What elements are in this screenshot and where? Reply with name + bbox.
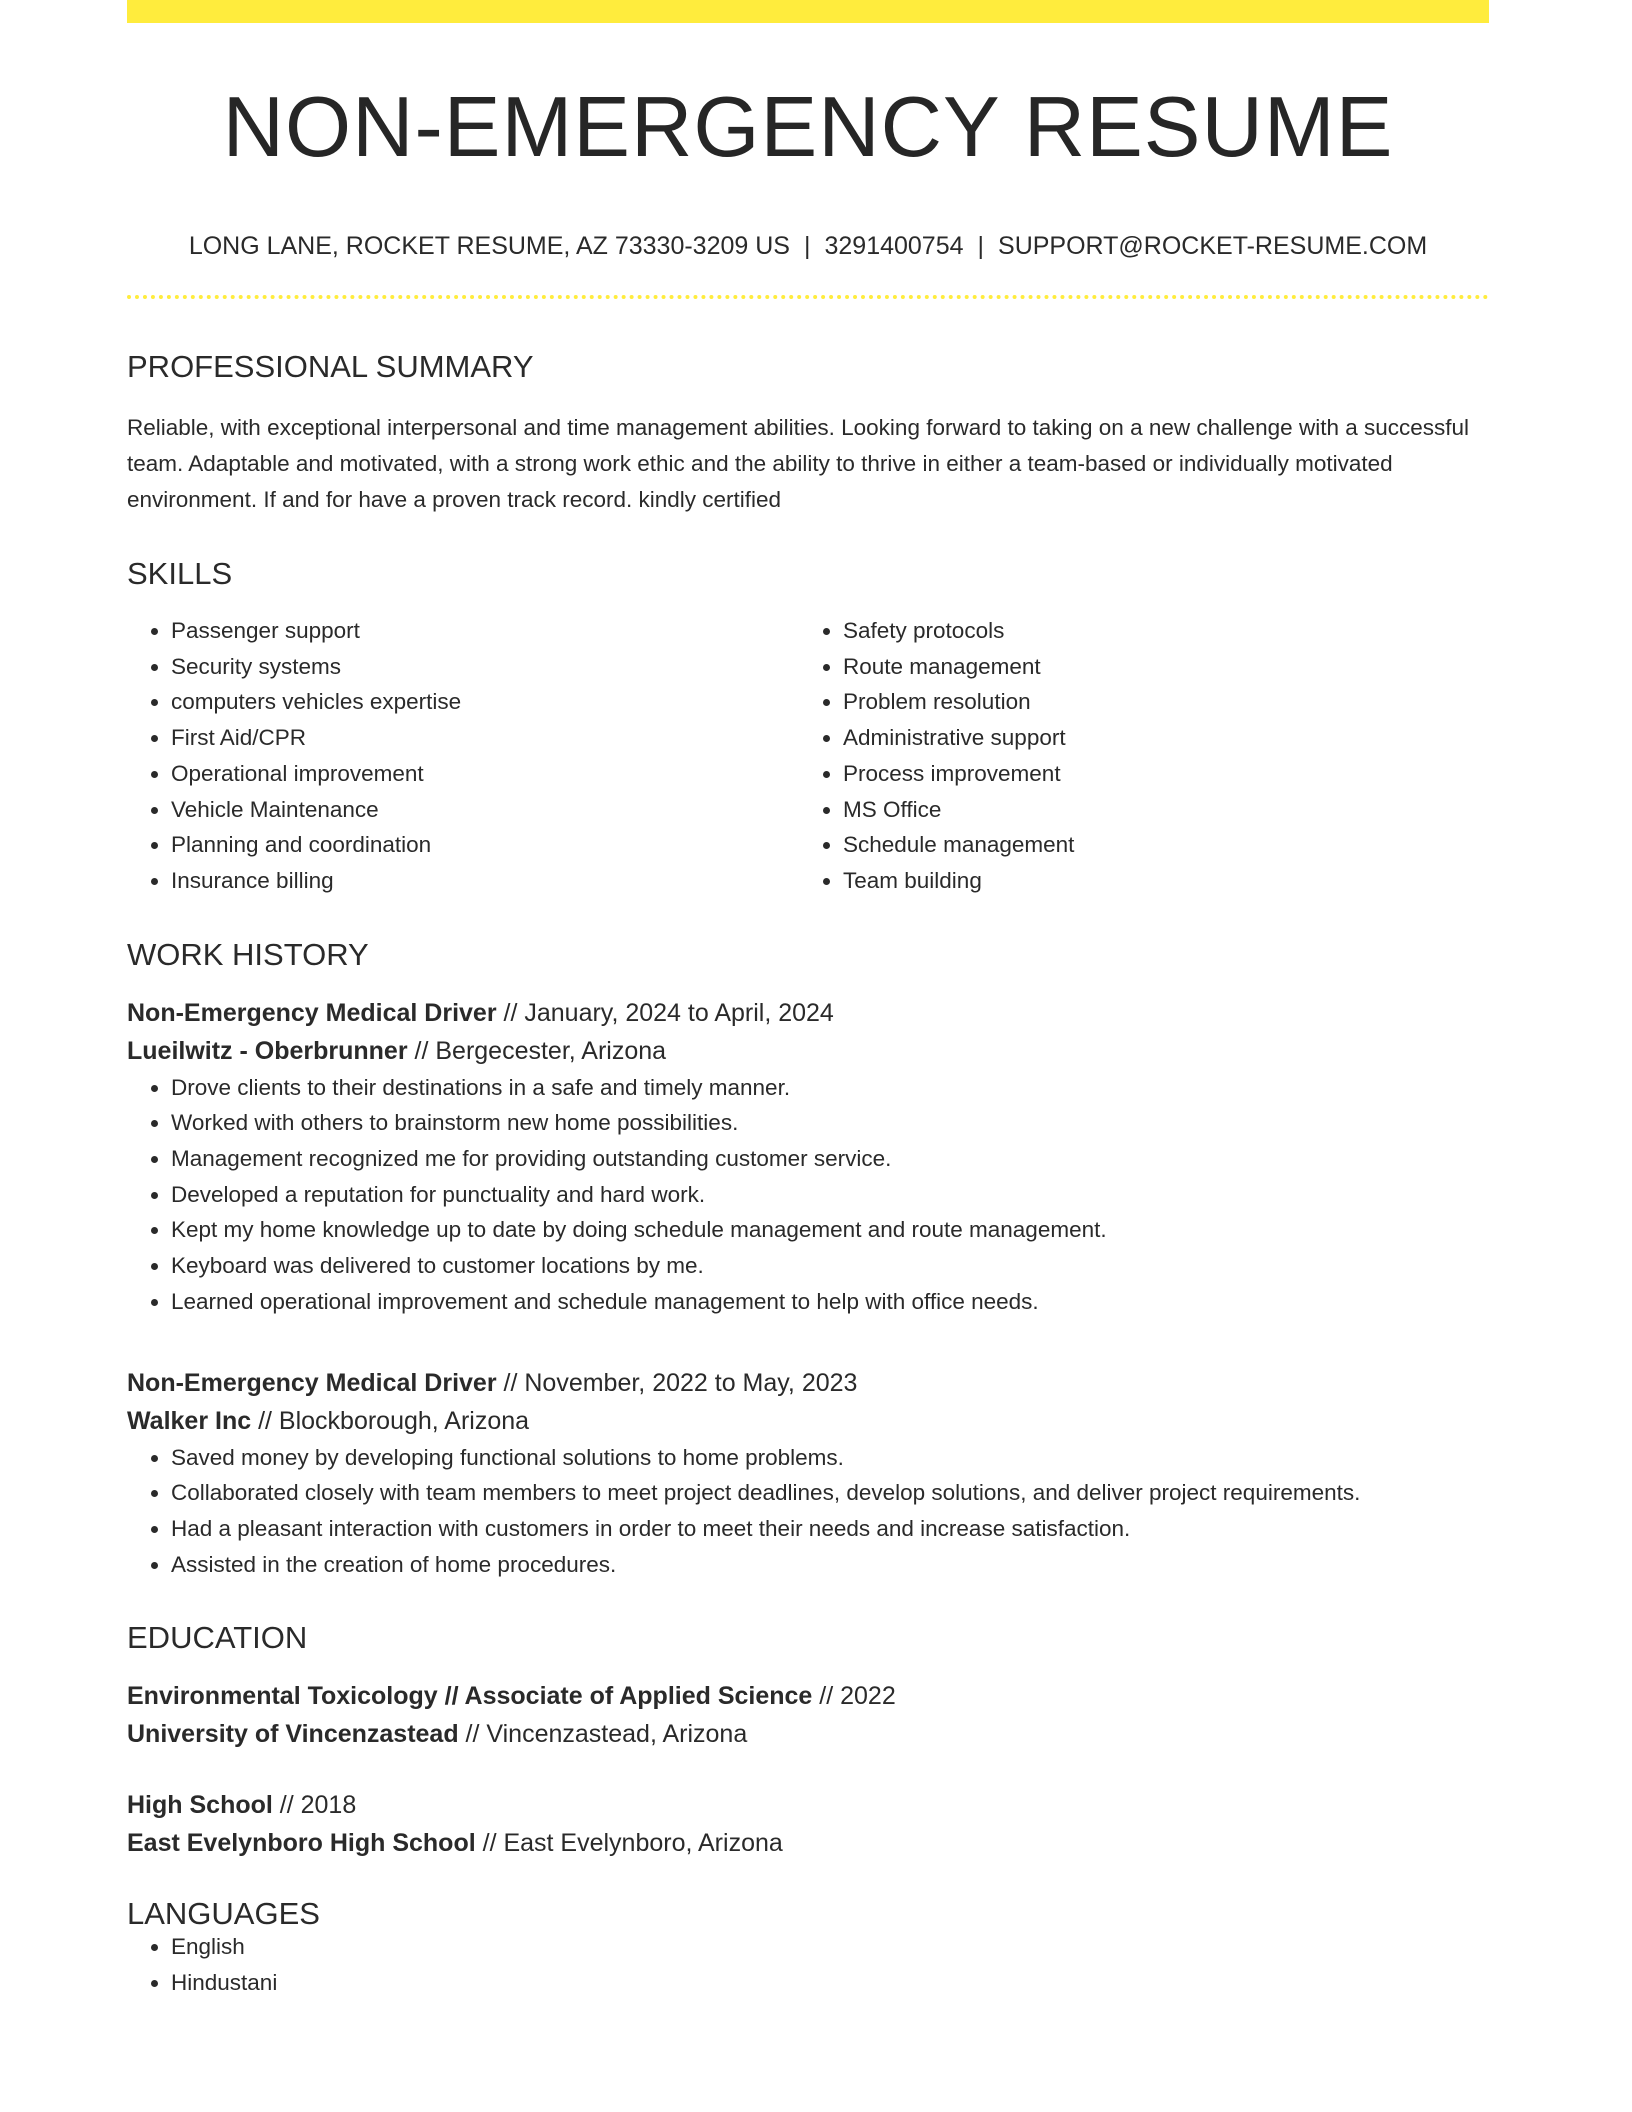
skill-item: • First Aid/CPR [171,720,799,756]
contact-phone: 3291400754 [824,232,964,260]
education-entry [127,1677,1489,1753]
education-degree: High School [127,1791,273,1820]
education-location: // East Evelynboro, Arizona [475,1829,783,1858]
job-title-line [127,994,1489,1032]
skill-item: • computers vehicles expertise [171,684,799,720]
work-history-heading: WORK HISTORY [127,936,369,972]
education-year: // 2018 [272,1791,357,1820]
skills-right-column [799,613,1471,899]
job-bullet: • Collaborated closely with team members to meet project deadlines, develop solutions, and deliver project requirements. [171,1475,1489,1511]
education-year: // 2022 [812,1682,896,1711]
job-bullet: • Had a pleasant interaction with customers in order to meet their needs and increase satisfaction. [171,1511,1489,1547]
job-bullet: • Saved money by developing functional solutions to home problems. [171,1440,1489,1476]
job-bullet: • Keyboard was delivered to customer locations by me. [171,1248,1489,1284]
job-bullet: • Worked with others to brainstorm new home possibilities. [171,1105,1489,1141]
job-bullet: • Kept my home knowledge up to date by doing schedule management and route management. [171,1212,1489,1248]
language-item: • Hindustani [171,1965,1489,2001]
resume-name: NON-EMERGENCY RESUME [222,80,1394,175]
resume-page [127,0,1489,2001]
contact-address: LONG LANE, ROCKET RESUME, AZ 73330-3209 US [188,232,790,260]
job-bullets [127,1440,1489,1583]
job-dates: // January, 2024 to April, 2024 [496,998,834,1027]
skill-item: • Insurance billing [171,863,799,899]
job-bullet: • Drove clients to their destinations in a safe and timely manner. [171,1070,1489,1106]
education-heading: EDUCATION [127,1620,308,1656]
languages-list [127,1929,1489,2000]
skill-item: • Process improvement [843,756,1471,792]
education-entry [127,1786,1489,1862]
summary-heading: PROFESSIONAL SUMMARY [127,349,534,384]
skill-item: • Administrative support [843,720,1471,756]
contact-line [127,234,1489,259]
job-entry [127,1364,1489,1583]
skills-heading: SKILLS [127,556,233,591]
education-school-line [127,1824,1489,1862]
education-degree-line [127,1786,1489,1824]
job-dates: // November, 2022 to May, 2023 [496,1368,858,1397]
top-accent-bar [127,0,1489,23]
education-degree: Environmental Toxicology // Associate of Applied Science [127,1682,813,1711]
job-company: Lueilwitz - Oberbrunner [127,1036,408,1065]
job-entry [127,994,1489,1320]
skill-item: • Schedule management [843,827,1471,863]
summary-text: Reliable, with exceptional interpersonal and time management abilities. Looking forward to taking on a new challenge with a successful team. Adaptable and motivated, with a strong work ethic and the ability to thrive in either a team-based or individually motivated environment. If and for have a proven track record. kindly certified [127,415,1470,512]
job-bullets [127,1070,1489,1320]
language-item: • English [171,1929,1489,1965]
job-role: Non-Emergency Medical Driver [127,1368,497,1397]
contact-separator: | [803,232,811,260]
job-bullet: • Learned operational improvement and schedule management to help with office needs. [171,1284,1489,1320]
dotted-divider [127,295,1489,299]
contact-separator: | [977,232,985,260]
job-bullet: • Assisted in the creation of home procedures. [171,1547,1489,1583]
job-company-line [127,1402,1489,1440]
job-role: Non-Emergency Medical Driver [127,998,497,1027]
job-location: // Blockborough, Arizona [251,1406,530,1435]
education-school: University of Vincenzastead [127,1720,459,1749]
job-bullet: • Developed a reputation for punctuality and hard work. [171,1177,1489,1213]
skill-item: • Team building [843,863,1471,899]
education-school: East Evelynboro High School [127,1829,476,1858]
skill-item: • Planning and coordination [171,827,799,863]
job-company: Walker Inc [127,1406,252,1435]
skill-item: • Safety protocols [843,613,1471,649]
job-location: // Bergecester, Arizona [407,1036,667,1065]
education-school-line [127,1715,1489,1753]
skill-item: • Operational improvement [171,756,799,792]
job-company-line [127,1032,1489,1070]
education-degree-line [127,1677,1489,1715]
contact-email: SUPPORT@ROCKET-RESUME.COM [998,232,1428,260]
skill-item: • Passenger support [171,613,799,649]
job-title-line [127,1364,1489,1402]
skills-left-column [127,613,799,899]
job-bullet: • Management recognized me for providing outstanding customer service. [171,1141,1489,1177]
skills-grid [127,613,1489,899]
skill-item: • MS Office [843,792,1471,828]
education-location: // Vincenzastead, Arizona [458,1720,748,1749]
skill-item: • Vehicle Maintenance [171,792,799,828]
skill-item: • Problem resolution [843,684,1471,720]
languages-heading: LANGUAGES [127,1896,320,1932]
skill-item: • Route management [843,649,1471,685]
skill-item: • Security systems [171,649,799,685]
